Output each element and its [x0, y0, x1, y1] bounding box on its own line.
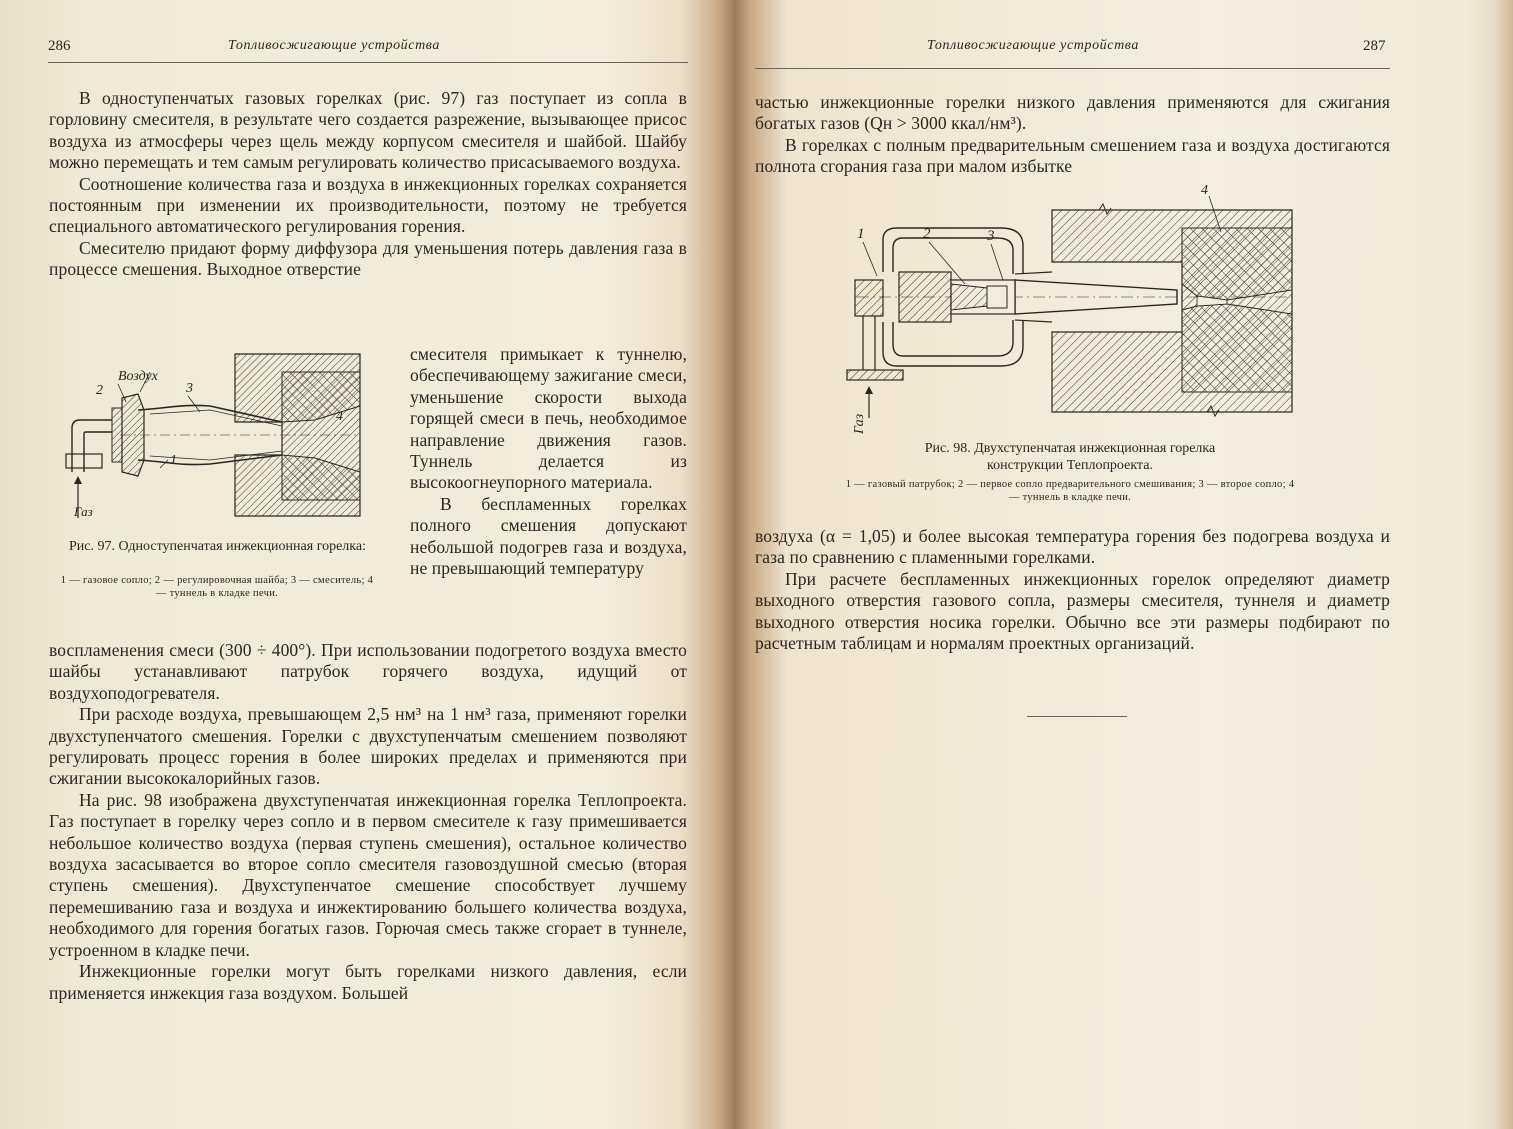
label-gas: Газ	[74, 504, 93, 519]
caption-line: Рис. 98. Двухступенчатая инжекционная горелка	[924, 441, 1216, 456]
caption-line: конструкции Теплопроекта.	[987, 458, 1153, 473]
paragraph: При расчете беспламенных инжекционных горелок определяют диаметр выходного отверстия газового сопла, размеры смесителя, туннеля и диаметр выходного отверстия носика горелки. Обычно все эти размеры подбирают по расчетным таблицам и нормалям проектных организаций.	[755, 568, 1390, 654]
label-2: 2	[96, 383, 103, 398]
text-block-top	[755, 92, 1390, 178]
label-gas: Газ	[852, 413, 867, 434]
page-number: 287	[1363, 38, 1386, 54]
figure-98-legend: 1 — газовый патрубок; 2 — первое сопло предварительного смешивания; 3 — второе сопло; 4 — туннель в кладке печи.	[845, 479, 1295, 503]
header-rule	[48, 62, 688, 63]
paragraph: воздуха (α = 1,05) и более высокая температура горения без подогрева воздуха и газа по сравнению с пламенными горелками.	[755, 526, 1390, 568]
end-rule	[1027, 716, 1127, 717]
figure-97-drawing	[60, 350, 370, 520]
label-3: 3	[987, 228, 995, 244]
label-2: 2	[923, 226, 931, 242]
paragraph: Смесителю придают форму диффузора для уменьшения потерь давления газа в процессе смешения. Выходное отверстие	[49, 237, 687, 280]
paragraph: На рис. 98 изображена двухступенчатая инжекционная горелка Теплопроекта. Газ поступает в горелку через сопло и в первом смесителе к газу примешивается небольшое количество воздуха (первая ступень смешения), остальное количество воздуха засасывается во второе сопло смесителя газовоздушной смесью (вторая ступень смешения). Двухступенчатое смешение способствует лучшему перемешиванию газа и воздуха и инжектированию большего количества воздуха, необходимого для горения богатых газов. Горючая смесь также сгорает в туннеле, устроенном в кладке печи.	[49, 789, 687, 960]
figure-97-caption: Рис. 97. Одноступенчатая инжекционная горелка:	[69, 539, 366, 554]
text-block-bottom	[49, 640, 687, 1004]
paragraph: смесителя примыкает к туннелю, обеспечивающему зажигание смеси, уменьшение скорости выхода горящей смеси в печь, необходимое направление движения газов. Туннель делается из высокоогнеупорного материала.	[410, 344, 687, 493]
text-block-bottom	[755, 526, 1390, 654]
page-edge	[1495, 0, 1513, 1129]
paragraph: В горелках с полным предварительным смешением газа и воздуха достигаются полнота сгорания газа при малом избытке	[755, 134, 1390, 177]
header-rule	[755, 68, 1390, 69]
label-4: 4	[336, 409, 343, 424]
label-1: 1	[170, 453, 177, 468]
paragraph: воспламенения смеси (300 ÷ 400°). При использовании подогретого воздуха вместо шайбы устанавливают патрубок горячего воздуха, идущий от воздухоподогревателя.	[49, 640, 687, 703]
figure-98-caption	[840, 440, 1300, 474]
figure-97-legend: 1 — газовое сопло; 2 — регулировочная шайба; 3 — смеситель; 4 — туннель в кладке печи.	[60, 575, 374, 599]
figure-98-drawing	[837, 180, 1307, 435]
paragraph: Инжекционные горелки могут быть горелками низкого давления, если применяется инжекция газа воздухом. Большей	[49, 961, 687, 1003]
label-1: 1	[857, 226, 865, 242]
right-page	[745, 0, 1513, 1129]
page-number: 286	[48, 38, 71, 54]
running-title: Топливосжигающие устройства	[228, 38, 440, 53]
paragraph: Соотношение количества газа и воздуха в инжекционных горелках сохраняется постоянным при изменении их производительности, поэтому не требуется специального автоматического регулирования горения.	[49, 173, 687, 237]
label-3: 3	[186, 381, 193, 396]
paragraph: частью инжекционные горелки низкого давления применяются для сжигания богатых газов (Qн > 3000 ккал/нм³).	[755, 92, 1390, 134]
label-4: 4	[1201, 183, 1208, 198]
label-air: Воздух	[118, 369, 158, 384]
paragraph: При расходе воздуха, превышающем 2,5 нм³ на 1 нм³ газа, применяют горелки двухступенчатого смешения. Горелки с двухступенчатым смешением позволяют регулировать процесс горения в более широких пределах и применяются при сжигании высококалорийных газов.	[49, 704, 687, 789]
paragraph: В одноступенчатых газовых горелках (рис. 97) газ поступает из сопла в горловину смесителя, в результате чего создается разрежение, вызывающее присос воздуха из атмосферы через щель между корпусом смесителя и шайбой. Шайбу можно перемещать и тем самым регулировать количество присасываемого воздуха.	[49, 88, 687, 173]
left-page	[0, 0, 720, 1129]
running-title: Топливосжигающие устройства	[927, 38, 1139, 53]
text-wrap-column	[410, 344, 687, 579]
paragraph: В беспламенных горелках полного смешения допускают небольшой подогрев газа и воздуха, не превышающий температуру	[410, 493, 687, 579]
text-block-top	[49, 88, 687, 281]
